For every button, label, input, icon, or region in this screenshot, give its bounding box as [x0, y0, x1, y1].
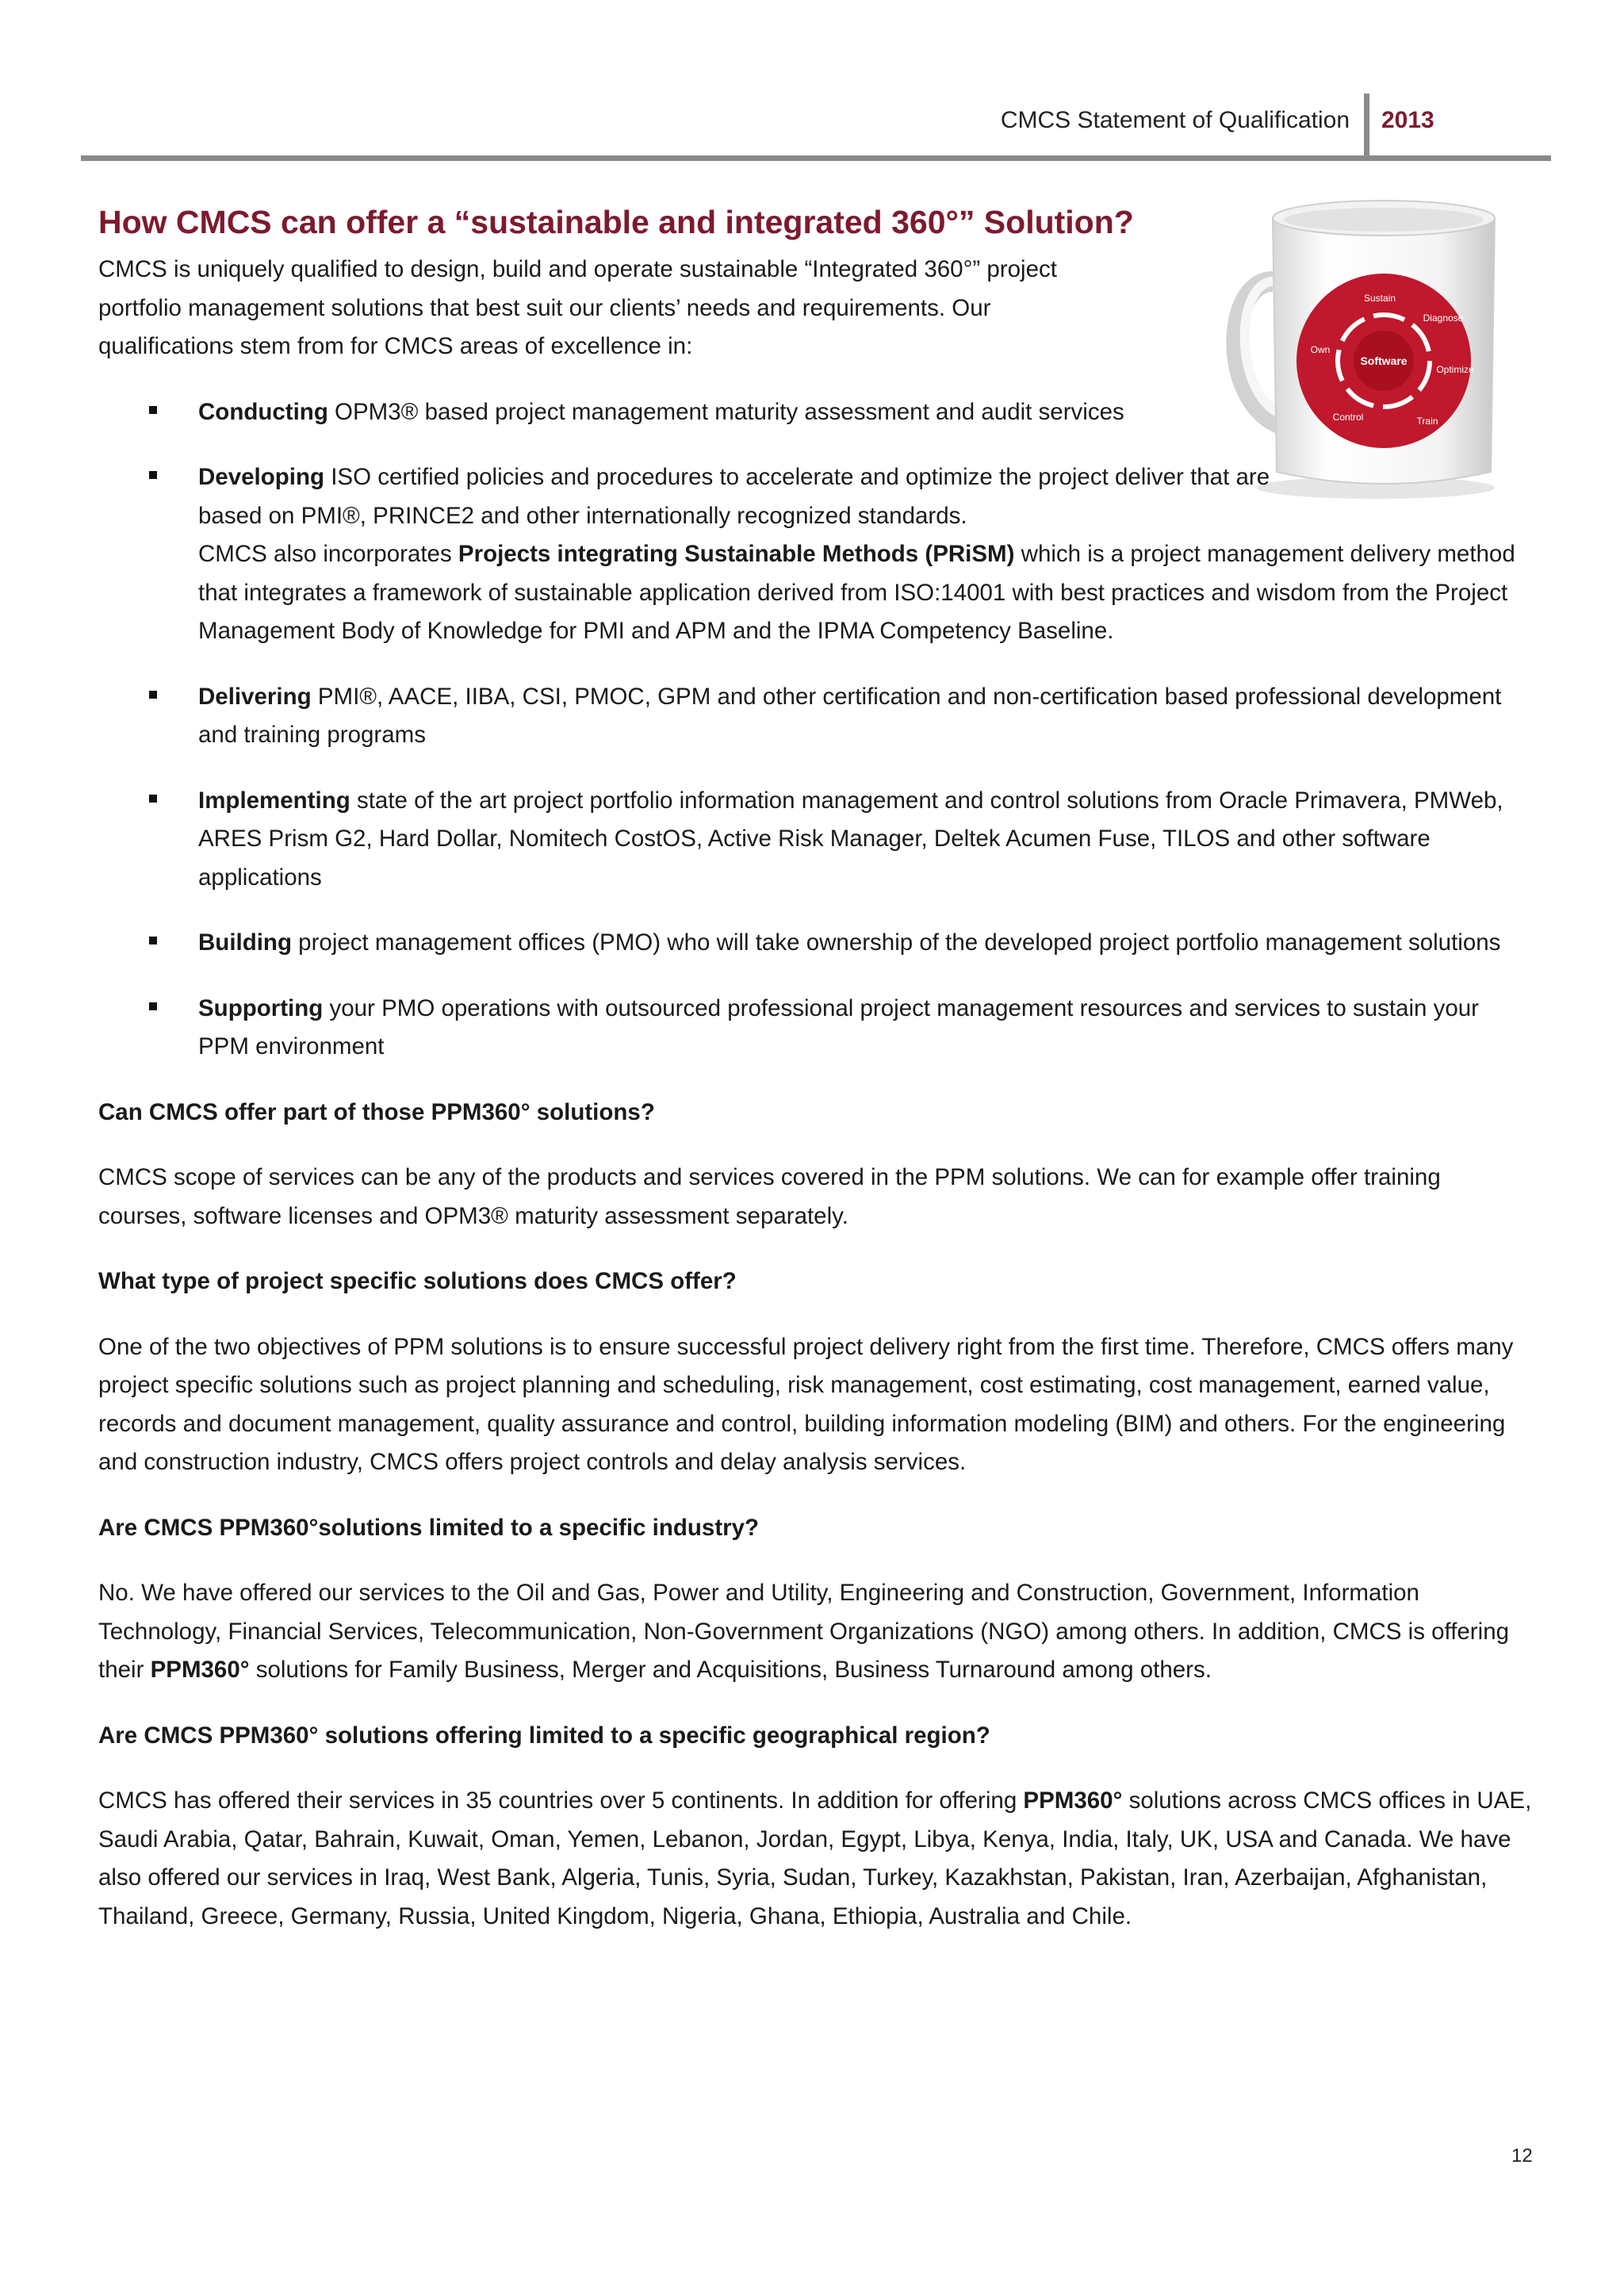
item-text: project management offices (PMO) who will take ownership of the developed project portfolio management solutions — [291, 929, 1501, 956]
item-text: state of the art project portfolio information management and control solutions from Oracle Primavera, PMWeb, ARES Prism G2, Hard Dollar, Nomitech CostOS, Active Risk Manager, Deltek Acumen Fuse, TILOS and other software applications — [198, 787, 1503, 891]
faq-section — [98, 1262, 1534, 1482]
list-item — [98, 393, 1534, 432]
bullet-square — [149, 937, 157, 944]
cycle-label-optimize: Optimize — [1436, 364, 1474, 375]
item-extra-post: which is a project management delivery method that integrates a framework of sustainable application derived from ISO:14001 with best practices and wisdom from the Project Management Body of Knowledge for PMI and APM and the IPMA Competency Baseline. — [198, 541, 1515, 644]
faq-section — [98, 1509, 1534, 1690]
answer-bold: PPM360° — [150, 1657, 250, 1683]
page-content — [98, 198, 1534, 1963]
item-bold: Conducting — [198, 398, 328, 425]
bullet-square — [149, 795, 157, 803]
faq-answer — [98, 1574, 1534, 1690]
faq-question: Are CMCS PPM360°solutions limited to a specific industry? — [98, 1514, 760, 1541]
item-bold: Implementing — [198, 787, 350, 814]
header-divider — [1364, 94, 1369, 157]
faq-question: What type of project specific solutions does CMCS offer? — [98, 1268, 737, 1294]
page-number: 12 — [1511, 2145, 1533, 2167]
item-extra-bold: Projects integrating Sustainable Methods (PRiSM) — [458, 541, 1015, 567]
answer-text: solutions for Family Business, Merger and Acquisitions, Business Turnaround among others. — [249, 1657, 1212, 1683]
header-year: 2013 — [1381, 107, 1434, 133]
item-text: your PMO operations with outsourced professional project management resources and services to sustain your PPM environment — [198, 994, 1479, 1059]
list-item — [98, 458, 1534, 651]
bullet-square — [149, 406, 157, 414]
bullet-square — [149, 691, 157, 699]
faq-answer: One of the two objectives of PPM solutions is to ensure successful project delivery right from the first time. Therefore, CMCS offers many project specific solutions such as project planning and scheduling, risk management, cost estimating, cost management, earned value, records and document management, quality assurance and control, building information modeling (BIM) and others. For the engineering and construction industry, CMCS offers project controls and delay analysis services. — [98, 1333, 1514, 1475]
header-rule — [81, 155, 1551, 161]
page-title: How CMCS can offer a “sustainable and integrated 360°” Solution? — [98, 204, 1134, 240]
list-item — [98, 990, 1534, 1067]
faq-section — [98, 1094, 1534, 1236]
answer-text: CMCS has offered their services in 35 countries over 5 continents. In addition for offering — [98, 1787, 1024, 1814]
cycle-label-own: Own — [1310, 344, 1331, 355]
faq-section — [98, 1717, 1534, 1937]
faq-answer: CMCS scope of services can be any of the products and services covered in the PPM solutions. We can for example offer training courses, software licenses and OPM3® maturity assessment separately. — [98, 1164, 1441, 1229]
cycle-label-train: Train — [1416, 416, 1438, 427]
item-bold: Building — [198, 929, 292, 956]
list-item — [98, 924, 1534, 963]
excellence-list — [98, 393, 1534, 1067]
cycle-label-control: Control — [1332, 412, 1364, 423]
faq-answer — [98, 1782, 1534, 1936]
cycle-center-label: Software — [1360, 354, 1408, 367]
item-text: PMI®, AACE, IIBA, CSI, PMOC, GPM and other certification and non-certification based professional development and training programs — [198, 683, 1502, 748]
item-bold: Delivering — [198, 683, 312, 710]
item-extra-pre: CMCS also incorporates — [198, 541, 458, 567]
page-header — [81, 94, 1551, 160]
item-text: ISO certified policies and procedures to accelerate and optimize the project deliver that are based on PMI®, PRINCE2 and other internationally recognized standards. — [198, 464, 1270, 529]
bullet-square — [149, 471, 157, 479]
item-bold: Supporting — [198, 994, 324, 1021]
faq-question: Are CMCS PPM360° solutions offering limited to a specific geographical region? — [98, 1722, 990, 1749]
list-item — [98, 782, 1534, 898]
item-text: OPM3® based project management maturity assessment and audit services — [327, 398, 1124, 425]
list-item — [98, 678, 1534, 755]
header-title: CMCS Statement of Qualification — [1000, 107, 1350, 133]
item-bold: Developing — [198, 464, 324, 490]
bullet-square — [149, 1002, 157, 1010]
answer-text: No. We have offered our services to the Oil and Gas, Power and Utility, Engineering and Construction, Government, Information Technology, Financial Services, Telecommunication, Non-Government Organizations (NGO) among others. In addition, CMCS is offering their — [98, 1580, 1510, 1683]
cycle-label-sustain: Sustain — [1363, 293, 1396, 304]
cycle-label-diagnose: Diagnose — [1423, 312, 1464, 324]
intro-paragraph: CMCS is uniquely qualified to design, build and operate sustainable “Integrated 360°” project portfolio management solutions that best suit our clients’ needs and requirements. Our qualifications stem from for CMCS areas of excellence in: — [98, 256, 1057, 359]
answer-text: solutions across CMCS offices in UAE, Saudi Arabia, Qatar, Bahrain, Kuwait, Oman, Yemen, Lebanon, Jordan, Egypt, Libya, Kenya, India, Italy, UK, USA and Canada. We have also offered our services in Iraq, West Bank, Algeria, Tunis, Syria, Sudan, Turkey, Kazakhstan, Pakistan, Iran, Azerbaijan, Afghanistan, Thailand, Greece, Germany, Russia, United Kingdom, Nigeria, Ghana, Ethiopia, Australia and Chile. — [98, 1787, 1532, 1929]
faq-question: Can CMCS offer part of those PPM360° solutions? — [98, 1098, 655, 1125]
answer-bold: PPM360° — [1023, 1787, 1123, 1814]
